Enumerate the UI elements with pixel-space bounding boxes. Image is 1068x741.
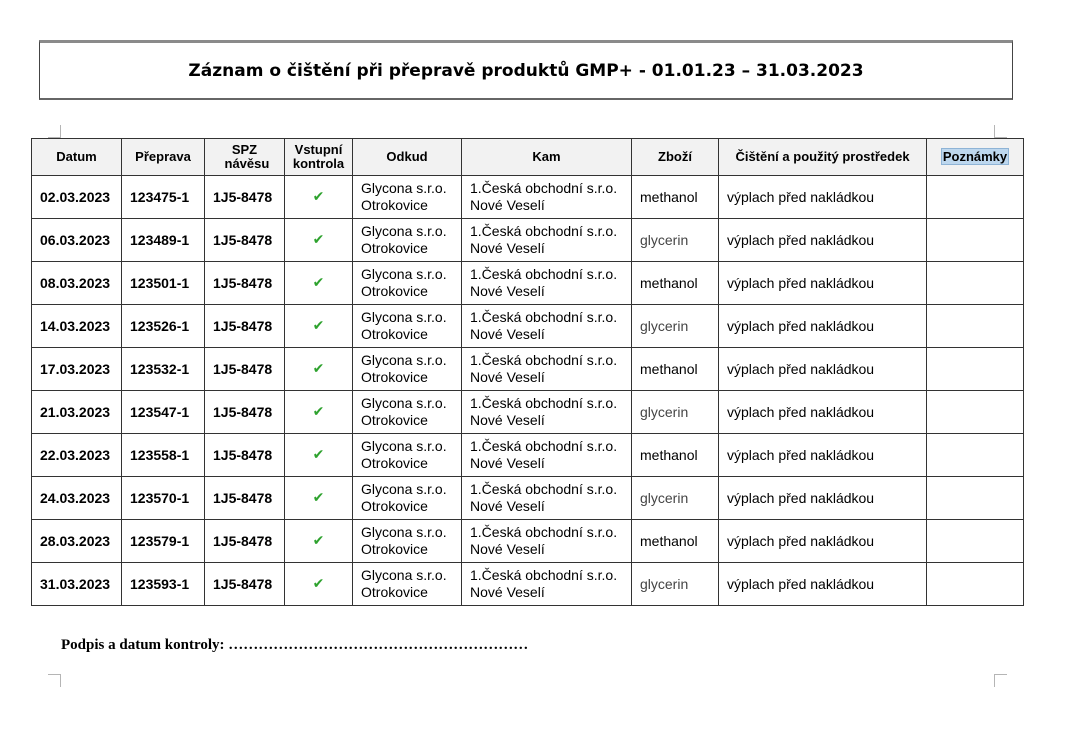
- from-city: Otrokovice: [361, 283, 428, 299]
- header-poznamky-selected-text[interactable]: Poznámky: [942, 149, 1008, 164]
- cell-date: 24.03.2023: [32, 477, 122, 520]
- header-datum: Datum: [32, 139, 122, 176]
- table-row: [32, 563, 1024, 606]
- cell-cleaning: výplach před nakládkou: [719, 563, 927, 606]
- to-company: 1.Česká obchodní s.r.o.: [470, 180, 618, 196]
- from-company: Glycona s.r.o.: [361, 481, 447, 497]
- to-city: Nové Veselí: [470, 326, 545, 342]
- cell-plate: 1J5-8478: [205, 305, 285, 348]
- cell-goods: methanol: [632, 348, 719, 391]
- from-city: Otrokovice: [361, 369, 428, 385]
- cell-from: [353, 176, 462, 219]
- cleaning-log-table: [31, 138, 1024, 606]
- table-row: [32, 305, 1024, 348]
- check-icon: ✔: [285, 434, 353, 477]
- header-vstupni-kontrola: Vstupní kontrola: [285, 139, 353, 176]
- check-icon: ✔: [285, 262, 353, 305]
- table-row: [32, 391, 1024, 434]
- to-city: Nové Veselí: [470, 283, 545, 299]
- from-company: Glycona s.r.o.: [361, 438, 447, 454]
- cell-from: [353, 563, 462, 606]
- margin-corner-bottom-right: [994, 674, 1007, 687]
- cell-plate: 1J5-8478: [205, 219, 285, 262]
- cell-note[interactable]: [927, 434, 1024, 477]
- from-city: Otrokovice: [361, 584, 428, 600]
- cell-transport: 123570-1: [122, 477, 205, 520]
- cell-from: [353, 305, 462, 348]
- to-company: 1.Česká obchodní s.r.o.: [470, 266, 618, 282]
- cell-to: [462, 391, 632, 434]
- to-company: 1.Česká obchodní s.r.o.: [470, 438, 618, 454]
- header-row: [32, 139, 1024, 176]
- cell-transport: 123526-1: [122, 305, 205, 348]
- from-company: Glycona s.r.o.: [361, 223, 447, 239]
- check-icon: ✔: [285, 391, 353, 434]
- table-row: [32, 348, 1024, 391]
- cell-date: 22.03.2023: [32, 434, 122, 477]
- cell-cleaning: výplach před nakládkou: [719, 305, 927, 348]
- header-poznamky[interactable]: [927, 139, 1024, 176]
- cell-from: [353, 391, 462, 434]
- cell-to: [462, 348, 632, 391]
- cell-from: [353, 262, 462, 305]
- cell-cleaning: výplach před nakládkou: [719, 477, 927, 520]
- from-city: Otrokovice: [361, 240, 428, 256]
- to-city: Nové Veselí: [470, 584, 545, 600]
- cell-transport: 123558-1: [122, 434, 205, 477]
- from-city: Otrokovice: [361, 541, 428, 557]
- cell-plate: 1J5-8478: [205, 434, 285, 477]
- cell-date: 06.03.2023: [32, 219, 122, 262]
- cell-to: [462, 477, 632, 520]
- from-company: Glycona s.r.o.: [361, 567, 447, 583]
- to-company: 1.Česká obchodní s.r.o.: [470, 481, 618, 497]
- header-odkud: Odkud: [353, 139, 462, 176]
- cell-note[interactable]: [927, 563, 1024, 606]
- cell-date: 31.03.2023: [32, 563, 122, 606]
- cell-transport: 123501-1: [122, 262, 205, 305]
- to-city: Nové Veselí: [470, 412, 545, 428]
- cell-goods: glycerin: [632, 219, 719, 262]
- cell-goods: glycerin: [632, 391, 719, 434]
- from-company: Glycona s.r.o.: [361, 395, 447, 411]
- cell-note[interactable]: [927, 176, 1024, 219]
- check-icon: ✔: [285, 563, 353, 606]
- to-company: 1.Česká obchodní s.r.o.: [470, 567, 618, 583]
- from-city: Otrokovice: [361, 412, 428, 428]
- to-company: 1.Česká obchodní s.r.o.: [470, 309, 618, 325]
- table-row: [32, 219, 1024, 262]
- cell-date: 28.03.2023: [32, 520, 122, 563]
- table-row: [32, 176, 1024, 219]
- header-cisteni: Čištění a použitý prostředek: [719, 139, 927, 176]
- cell-date: 08.03.2023: [32, 262, 122, 305]
- margin-corner-top-right: [994, 125, 1007, 138]
- cell-to: [462, 176, 632, 219]
- cell-goods: methanol: [632, 176, 719, 219]
- header-kam: Kam: [462, 139, 632, 176]
- cell-from: [353, 434, 462, 477]
- cell-plate: 1J5-8478: [205, 477, 285, 520]
- to-company: 1.Česká obchodní s.r.o.: [470, 395, 618, 411]
- header-spz-navesu: [205, 139, 285, 176]
- check-icon: ✔: [285, 520, 353, 563]
- header-preprava: Přeprava: [122, 139, 205, 176]
- cell-cleaning: výplach před nakládkou: [719, 348, 927, 391]
- cell-note[interactable]: [927, 520, 1024, 563]
- cell-date: 21.03.2023: [32, 391, 122, 434]
- to-city: Nové Veselí: [470, 369, 545, 385]
- cell-from: [353, 477, 462, 520]
- cell-to: [462, 520, 632, 563]
- cell-to: [462, 434, 632, 477]
- cell-transport: 123532-1: [122, 348, 205, 391]
- from-city: Otrokovice: [361, 455, 428, 471]
- cell-cleaning: výplach před nakládkou: [719, 434, 927, 477]
- cell-plate: 1J5-8478: [205, 520, 285, 563]
- from-company: Glycona s.r.o.: [361, 524, 447, 540]
- header-zbozi: Zboží: [632, 139, 719, 176]
- cell-cleaning: výplach před nakládkou: [719, 219, 927, 262]
- from-company: Glycona s.r.o.: [361, 352, 447, 368]
- to-company: 1.Česká obchodní s.r.o.: [470, 223, 618, 239]
- margin-corner-top-left: [48, 125, 61, 138]
- cell-note[interactable]: [927, 348, 1024, 391]
- table-row: [32, 262, 1024, 305]
- signature-line: Podpis a datum kontroly: ……………………………………………………: [61, 637, 529, 653]
- from-city: Otrokovice: [361, 498, 428, 514]
- cell-from: [353, 520, 462, 563]
- table-row: [32, 477, 1024, 520]
- check-icon: ✔: [285, 305, 353, 348]
- from-company: Glycona s.r.o.: [361, 180, 447, 196]
- header-spz-label: SPZ návěsu: [224, 142, 270, 171]
- document-title: Záznam o čištění při přepravě produktů GMP+ - 01.01.23 – 31.03.2023: [188, 60, 864, 81]
- cell-plate: 1J5-8478: [205, 563, 285, 606]
- cell-to: [462, 563, 632, 606]
- table-body: [32, 176, 1024, 606]
- cell-transport: 123475-1: [122, 176, 205, 219]
- cell-date: 02.03.2023: [32, 176, 122, 219]
- cell-from: [353, 348, 462, 391]
- cell-goods: glycerin: [632, 305, 719, 348]
- to-city: Nové Veselí: [470, 197, 545, 213]
- cell-transport: 123579-1: [122, 520, 205, 563]
- cell-goods: methanol: [632, 262, 719, 305]
- cell-to: [462, 262, 632, 305]
- cell-goods: methanol: [632, 520, 719, 563]
- cell-cleaning: výplach před nakládkou: [719, 176, 927, 219]
- cell-transport: 123547-1: [122, 391, 205, 434]
- cell-date: 17.03.2023: [32, 348, 122, 391]
- cell-from: [353, 219, 462, 262]
- cell-to: [462, 219, 632, 262]
- table-row: [32, 434, 1024, 477]
- from-city: Otrokovice: [361, 197, 428, 213]
- cell-transport: 123489-1: [122, 219, 205, 262]
- cell-cleaning: výplach před nakládkou: [719, 262, 927, 305]
- to-city: Nové Veselí: [470, 455, 545, 471]
- to-company: 1.Česká obchodní s.r.o.: [470, 524, 618, 540]
- cell-goods: methanol: [632, 434, 719, 477]
- cell-note[interactable]: [927, 262, 1024, 305]
- document-title-box: [39, 40, 1013, 100]
- cell-date: 14.03.2023: [32, 305, 122, 348]
- to-city: Nové Veselí: [470, 541, 545, 557]
- cell-plate: 1J5-8478: [205, 348, 285, 391]
- cell-note[interactable]: [927, 391, 1024, 434]
- margin-corner-bottom-left: [48, 674, 61, 687]
- cell-plate: 1J5-8478: [205, 262, 285, 305]
- from-company: Glycona s.r.o.: [361, 266, 447, 282]
- to-city: Nové Veselí: [470, 240, 545, 256]
- cell-to: [462, 305, 632, 348]
- cell-goods: glycerin: [632, 563, 719, 606]
- cell-cleaning: výplach před nakládkou: [719, 520, 927, 563]
- check-icon: ✔: [285, 176, 353, 219]
- cell-transport: 123593-1: [122, 563, 205, 606]
- check-icon: ✔: [285, 477, 353, 520]
- from-company: Glycona s.r.o.: [361, 309, 447, 325]
- cell-cleaning: výplach před nakládkou: [719, 391, 927, 434]
- from-city: Otrokovice: [361, 326, 428, 342]
- table-row: [32, 520, 1024, 563]
- check-icon: ✔: [285, 348, 353, 391]
- to-city: Nové Veselí: [470, 498, 545, 514]
- to-company: 1.Česká obchodní s.r.o.: [470, 352, 618, 368]
- cell-note[interactable]: [927, 219, 1024, 262]
- cell-goods: glycerin: [632, 477, 719, 520]
- cell-note[interactable]: [927, 305, 1024, 348]
- cell-note[interactable]: [927, 477, 1024, 520]
- check-icon: ✔: [285, 219, 353, 262]
- cell-plate: 1J5-8478: [205, 176, 285, 219]
- cell-plate: 1J5-8478: [205, 391, 285, 434]
